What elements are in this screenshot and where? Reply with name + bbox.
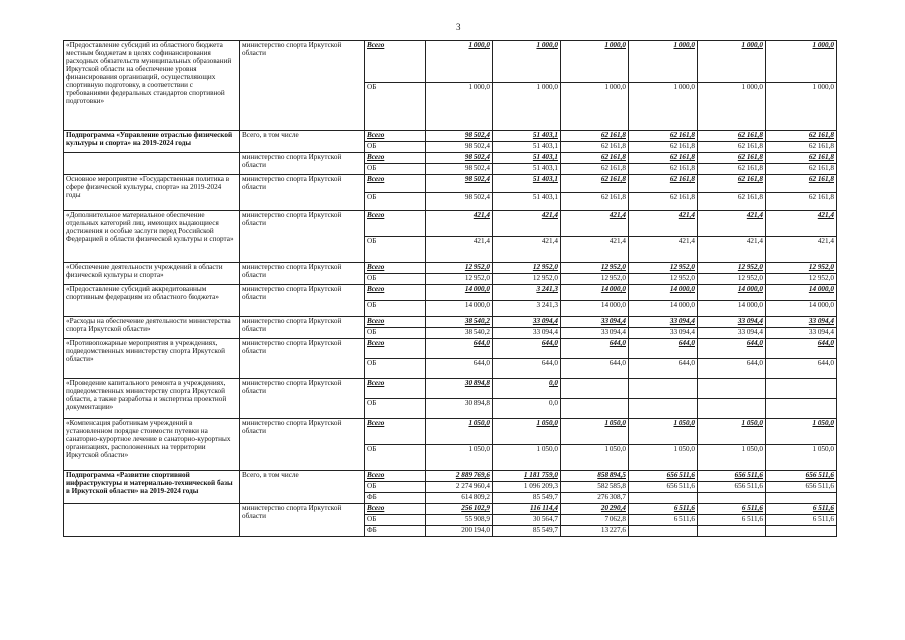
amount-cell: 12 952,0 [766, 263, 837, 274]
amount-cell [629, 399, 698, 419]
amount-cell: 51 403,1 [493, 153, 561, 164]
program-title-cell: «Расходы на обеспечение деятельности министерства спорта Иркутской области» [64, 317, 240, 339]
amount-cell: 644,0 [561, 359, 629, 379]
amount-cell: 421,4 [426, 237, 493, 263]
funding-source-cell: Всего [365, 504, 426, 515]
amount-cell: 12 952,0 [698, 263, 766, 274]
amount-cell: 421,4 [698, 211, 766, 237]
amount-cell: 12 952,0 [629, 274, 698, 285]
table-row [64, 211, 837, 237]
amount-cell: 33 094,4 [698, 317, 766, 328]
amount-cell: 85 549,7 [493, 493, 561, 504]
responsible-executor-cell: министерство спорта Иркутской области [240, 419, 365, 471]
funding-source-cell: Всего [365, 471, 426, 482]
amount-cell: 14 000,0 [561, 285, 629, 301]
amount-cell: 1 000,0 [561, 83, 629, 131]
amount-cell: 656 511,6 [698, 482, 766, 493]
funding-source-cell: Всего [365, 317, 426, 328]
table-row [64, 379, 837, 399]
financing-table [63, 40, 837, 537]
amount-cell: 2 889 769,6 [426, 471, 493, 482]
amount-cell: 62 161,8 [561, 193, 629, 211]
amount-cell: 51 403,1 [493, 131, 561, 142]
amount-cell: 421,4 [493, 211, 561, 237]
funding-source-cell: ФБ [365, 526, 426, 537]
amount-cell: 644,0 [629, 359, 698, 379]
funding-source-cell: ОБ [365, 445, 426, 471]
funding-source-cell: ОБ [365, 301, 426, 317]
amount-cell: 1 000,0 [629, 83, 698, 131]
amount-cell [629, 526, 698, 537]
amount-cell: 33 094,4 [766, 317, 837, 328]
amount-cell: 30 894,8 [426, 379, 493, 399]
amount-cell: 98 502,4 [426, 142, 493, 153]
amount-cell [561, 379, 629, 399]
responsible-executor-cell: министерство спорта Иркутской области [240, 41, 365, 131]
program-title-cell: «Дополнительное материальное обеспечение отдельных категорий лиц, имеющих выдающиеся достижения и особые заслуги перед Российской Федерацией в области физической культуры и спорта» [64, 211, 240, 263]
amount-cell: 614 809,2 [426, 493, 493, 504]
responsible-executor-cell: министерство спорта Иркутской области [240, 285, 365, 317]
responsible-executor-cell: министерство спорта Иркутской области [240, 263, 365, 285]
amount-cell: 62 161,8 [766, 153, 837, 164]
amount-cell [698, 493, 766, 504]
amount-cell: 12 952,0 [766, 274, 837, 285]
amount-cell: 6 511,6 [698, 504, 766, 515]
program-title-cell: «Предоставление субсидий аккредитованным спортивным федерациям из областного бюджета» [64, 285, 240, 317]
amount-cell: 33 094,4 [493, 328, 561, 339]
funding-source-cell: ОБ [365, 359, 426, 379]
funding-source-cell: ОБ [365, 193, 426, 211]
amount-cell: 656 511,6 [629, 482, 698, 493]
amount-cell: 62 161,8 [629, 175, 698, 193]
funding-source-cell: ОБ [365, 164, 426, 175]
amount-cell: 656 511,6 [629, 471, 698, 482]
amount-cell: 14 000,0 [426, 285, 493, 301]
amount-cell: 62 161,8 [766, 164, 837, 175]
funding-source-cell: ОБ [365, 482, 426, 493]
amount-cell: 62 161,8 [561, 175, 629, 193]
responsible-executor-cell: министерство спорта Иркутской области [240, 339, 365, 379]
amount-cell: 62 161,8 [766, 175, 837, 193]
amount-cell: 1 050,0 [426, 445, 493, 471]
amount-cell: 33 094,4 [629, 317, 698, 328]
amount-cell: 644,0 [426, 339, 493, 359]
amount-cell: 51 403,1 [493, 142, 561, 153]
amount-cell: 14 000,0 [561, 301, 629, 317]
amount-cell: 62 161,8 [629, 131, 698, 142]
table-row [64, 339, 837, 359]
amount-cell: 1 000,0 [698, 83, 766, 131]
program-title-cell: Подпрограмма «Развитие спортивной инфраструктуры и материально-технической базы в Иркутской области» на 2019-2024 годы [64, 471, 240, 504]
program-title-cell: Подпрограмма «Управление отраслью физической культуры и спорта» на 2019-2024 годы [64, 131, 240, 153]
table-row [64, 263, 837, 274]
amount-cell: 30 894,8 [426, 399, 493, 419]
table-row [64, 175, 837, 193]
funding-source-cell: Всего [365, 419, 426, 445]
amount-cell: 1 050,0 [561, 445, 629, 471]
amount-cell: 1 050,0 [698, 445, 766, 471]
funding-source-cell: Всего [365, 263, 426, 274]
amount-cell: 12 952,0 [629, 263, 698, 274]
amount-cell: 62 161,8 [698, 153, 766, 164]
amount-cell: 644,0 [561, 339, 629, 359]
amount-cell: 644,0 [629, 339, 698, 359]
amount-cell: 644,0 [766, 339, 837, 359]
amount-cell: 1 000,0 [766, 83, 837, 131]
amount-cell: 14 000,0 [698, 285, 766, 301]
amount-cell: 421,4 [426, 211, 493, 237]
amount-cell: 33 094,4 [629, 328, 698, 339]
amount-cell: 858 894,5 [561, 471, 629, 482]
program-title-cell: «Компенсация работникам учреждений в установленном порядке стоимости путевки на санаторно-курортное лечение в санаторно-курортных организациях, расположенных на территории Иркутской области» [64, 419, 240, 471]
page-number: 3 [456, 22, 461, 32]
amount-cell: 7 062,8 [561, 515, 629, 526]
amount-cell: 1 050,0 [561, 419, 629, 445]
amount-cell: 98 502,4 [426, 164, 493, 175]
amount-cell: 1 050,0 [766, 445, 837, 471]
program-title-cell [64, 504, 240, 537]
amount-cell: 62 161,8 [766, 193, 837, 211]
amount-cell: 12 952,0 [698, 274, 766, 285]
funding-source-cell: ОБ [365, 328, 426, 339]
responsible-executor-cell: министерство спорта Иркутской области [240, 504, 365, 537]
table-row [64, 285, 837, 301]
amount-cell: 62 161,8 [698, 164, 766, 175]
funding-source-cell: ОБ [365, 83, 426, 131]
amount-cell: 33 094,4 [698, 328, 766, 339]
amount-cell: 20 290,4 [561, 504, 629, 515]
amount-cell: 1 000,0 [698, 41, 766, 83]
amount-cell: 62 161,8 [698, 131, 766, 142]
responsible-executor-cell: министерство спорта Иркутской области [240, 175, 365, 211]
amount-cell: 3 241,3 [493, 285, 561, 301]
amount-cell: 1 181 759,0 [493, 471, 561, 482]
amount-cell: 62 161,8 [766, 142, 837, 153]
amount-cell: 1 000,0 [561, 41, 629, 83]
amount-cell: 62 161,8 [766, 131, 837, 142]
amount-cell: 33 094,4 [766, 328, 837, 339]
amount-cell [766, 526, 837, 537]
funding-source-cell: Всего [365, 41, 426, 83]
amount-cell [561, 399, 629, 419]
program-title-cell: «Проведение капитального ремонта в учреждениях, подведомственных министерству спорта Иркутской области, а также разработка и экспертиза проектной документации» [64, 379, 240, 419]
amount-cell: 582 585,8 [561, 482, 629, 493]
amount-cell: 85 549,7 [493, 526, 561, 537]
funding-source-cell: Всего [365, 339, 426, 359]
funding-source-cell: ФБ [365, 493, 426, 504]
responsible-executor-cell: министерство спорта Иркутской области [240, 379, 365, 419]
amount-cell: 200 194,0 [426, 526, 493, 537]
amount-cell: 656 511,6 [766, 471, 837, 482]
table-row [64, 131, 837, 142]
funding-source-cell: Всего [365, 285, 426, 301]
amount-cell: 14 000,0 [766, 285, 837, 301]
amount-cell: 6 511,6 [629, 504, 698, 515]
amount-cell: 33 094,4 [493, 317, 561, 328]
amount-cell: 98 502,4 [426, 175, 493, 193]
table-row [64, 504, 837, 515]
responsible-executor-cell: министерство спорта Иркутской области [240, 317, 365, 339]
amount-cell: 51 403,1 [493, 193, 561, 211]
amount-cell: 0,0 [493, 379, 561, 399]
amount-cell: 38 540,2 [426, 317, 493, 328]
amount-cell: 1 050,0 [629, 419, 698, 445]
amount-cell: 421,4 [766, 237, 837, 263]
program-title-cell: «Противопожарные мероприятия в учреждениях, подведомственных министерству спорта Иркутской области» [64, 339, 240, 379]
table-row [64, 153, 837, 164]
amount-cell: 30 564,7 [493, 515, 561, 526]
responsible-executor-cell: Всего, в том числе [240, 471, 365, 504]
amount-cell: 656 511,6 [766, 482, 837, 493]
funding-source-cell: Всего [365, 211, 426, 237]
amount-cell: 62 161,8 [698, 142, 766, 153]
amount-cell: 1 000,0 [629, 41, 698, 83]
amount-cell: 62 161,8 [561, 131, 629, 142]
funding-source-cell: Всего [365, 131, 426, 142]
amount-cell: 14 000,0 [629, 301, 698, 317]
amount-cell: 276 308,7 [561, 493, 629, 504]
amount-cell: 62 161,8 [698, 175, 766, 193]
funding-source-cell: ОБ [365, 237, 426, 263]
amount-cell: 33 094,4 [561, 317, 629, 328]
amount-cell: 13 227,6 [561, 526, 629, 537]
amount-cell: 98 502,4 [426, 193, 493, 211]
table-row [64, 41, 837, 83]
amount-cell: 1 000,0 [426, 83, 493, 131]
amount-cell: 51 403,1 [493, 175, 561, 193]
responsible-executor-cell: Всего, в том числе [240, 131, 365, 153]
amount-cell [766, 399, 837, 419]
table-body [64, 41, 837, 537]
amount-cell: 6 511,6 [698, 515, 766, 526]
amount-cell: 1 050,0 [493, 445, 561, 471]
amount-cell: 12 952,0 [426, 263, 493, 274]
amount-cell: 1 000,0 [766, 41, 837, 83]
amount-cell: 12 952,0 [561, 263, 629, 274]
amount-cell: 421,4 [698, 237, 766, 263]
amount-cell: 644,0 [426, 359, 493, 379]
amount-cell: 6 511,6 [766, 515, 837, 526]
amount-cell: 421,4 [561, 211, 629, 237]
table-row [64, 317, 837, 328]
amount-cell: 51 403,1 [493, 164, 561, 175]
funding-source-cell: ОБ [365, 142, 426, 153]
amount-cell: 6 511,6 [629, 515, 698, 526]
program-title-cell: «Предоставление субсидий из областного бюджета местным бюджетам в целях софинансирования расходных обязательств муниципальных образований Иркутской области на обеспечение уровня финансирования организаций, осуществляющих спортивную подготовку, в соответствии с требованиями федеральных стандартов спортивной подготовки» [64, 41, 240, 131]
amount-cell: 62 161,8 [561, 164, 629, 175]
funding-source-cell: ОБ [365, 274, 426, 285]
amount-cell: 1 000,0 [426, 41, 493, 83]
amount-cell [629, 379, 698, 399]
amount-cell: 62 161,8 [561, 142, 629, 153]
table-row [64, 419, 837, 445]
amount-cell: 14 000,0 [426, 301, 493, 317]
program-title-cell [64, 153, 240, 175]
amount-cell: 6 511,6 [766, 504, 837, 515]
amount-cell: 33 094,4 [561, 328, 629, 339]
funding-source-cell: Всего [365, 379, 426, 399]
amount-cell: 3 241,3 [493, 301, 561, 317]
amount-cell [698, 399, 766, 419]
amount-cell: 12 952,0 [426, 274, 493, 285]
amount-cell: 644,0 [698, 359, 766, 379]
amount-cell: 256 102,9 [426, 504, 493, 515]
funding-source-cell: Всего [365, 175, 426, 193]
amount-cell: 62 161,8 [561, 153, 629, 164]
amount-cell: 98 502,4 [426, 131, 493, 142]
amount-cell: 1 000,0 [493, 83, 561, 131]
amount-cell: 644,0 [766, 359, 837, 379]
amount-cell [698, 526, 766, 537]
amount-cell: 644,0 [698, 339, 766, 359]
amount-cell: 1 050,0 [426, 419, 493, 445]
amount-cell: 14 000,0 [629, 285, 698, 301]
amount-cell: 1 096 209,3 [493, 482, 561, 493]
amount-cell: 421,4 [629, 237, 698, 263]
amount-cell: 14 000,0 [698, 301, 766, 317]
amount-cell: 62 161,8 [698, 193, 766, 211]
amount-cell: 421,4 [629, 211, 698, 237]
amount-cell: 12 952,0 [561, 274, 629, 285]
amount-cell: 1 050,0 [493, 419, 561, 445]
responsible-executor-cell: министерство спорта Иркутской области [240, 153, 365, 175]
amount-cell: 421,4 [493, 237, 561, 263]
funding-source-cell: ОБ [365, 399, 426, 419]
amount-cell: 1 000,0 [493, 41, 561, 83]
amount-cell: 644,0 [493, 359, 561, 379]
table-row [64, 471, 837, 482]
funding-source-cell: ОБ [365, 515, 426, 526]
amount-cell: 14 000,0 [766, 301, 837, 317]
amount-cell: 38 540,2 [426, 328, 493, 339]
amount-cell: 656 511,6 [698, 471, 766, 482]
amount-cell: 421,4 [766, 211, 837, 237]
amount-cell: 62 161,8 [629, 142, 698, 153]
responsible-executor-cell: министерство спорта Иркутской области [240, 211, 365, 263]
amount-cell: 12 952,0 [493, 274, 561, 285]
amount-cell: 116 114,4 [493, 504, 561, 515]
amount-cell: 62 161,8 [629, 193, 698, 211]
amount-cell: 62 161,8 [629, 164, 698, 175]
amount-cell: 12 952,0 [493, 263, 561, 274]
amount-cell: 55 908,9 [426, 515, 493, 526]
amount-cell: 644,0 [493, 339, 561, 359]
amount-cell: 0,0 [493, 399, 561, 419]
funding-source-cell: Всего [365, 153, 426, 164]
program-title-cell: Основное мероприятие «Государственная политика в сфере физической культуры, спорта» на 2019-2024 годы [64, 175, 240, 211]
amount-cell [766, 493, 837, 504]
amount-cell: 62 161,8 [629, 153, 698, 164]
amount-cell [698, 379, 766, 399]
amount-cell: 421,4 [561, 237, 629, 263]
amount-cell: 1 050,0 [629, 445, 698, 471]
amount-cell: 1 050,0 [698, 419, 766, 445]
program-title-cell: «Обеспечение деятельности учреждений в области физической культуры и спорта» [64, 263, 240, 285]
amount-cell: 98 502,4 [426, 153, 493, 164]
amount-cell: 1 050,0 [766, 419, 837, 445]
amount-cell [766, 379, 837, 399]
amount-cell [629, 493, 698, 504]
amount-cell: 2 274 960,4 [426, 482, 493, 493]
